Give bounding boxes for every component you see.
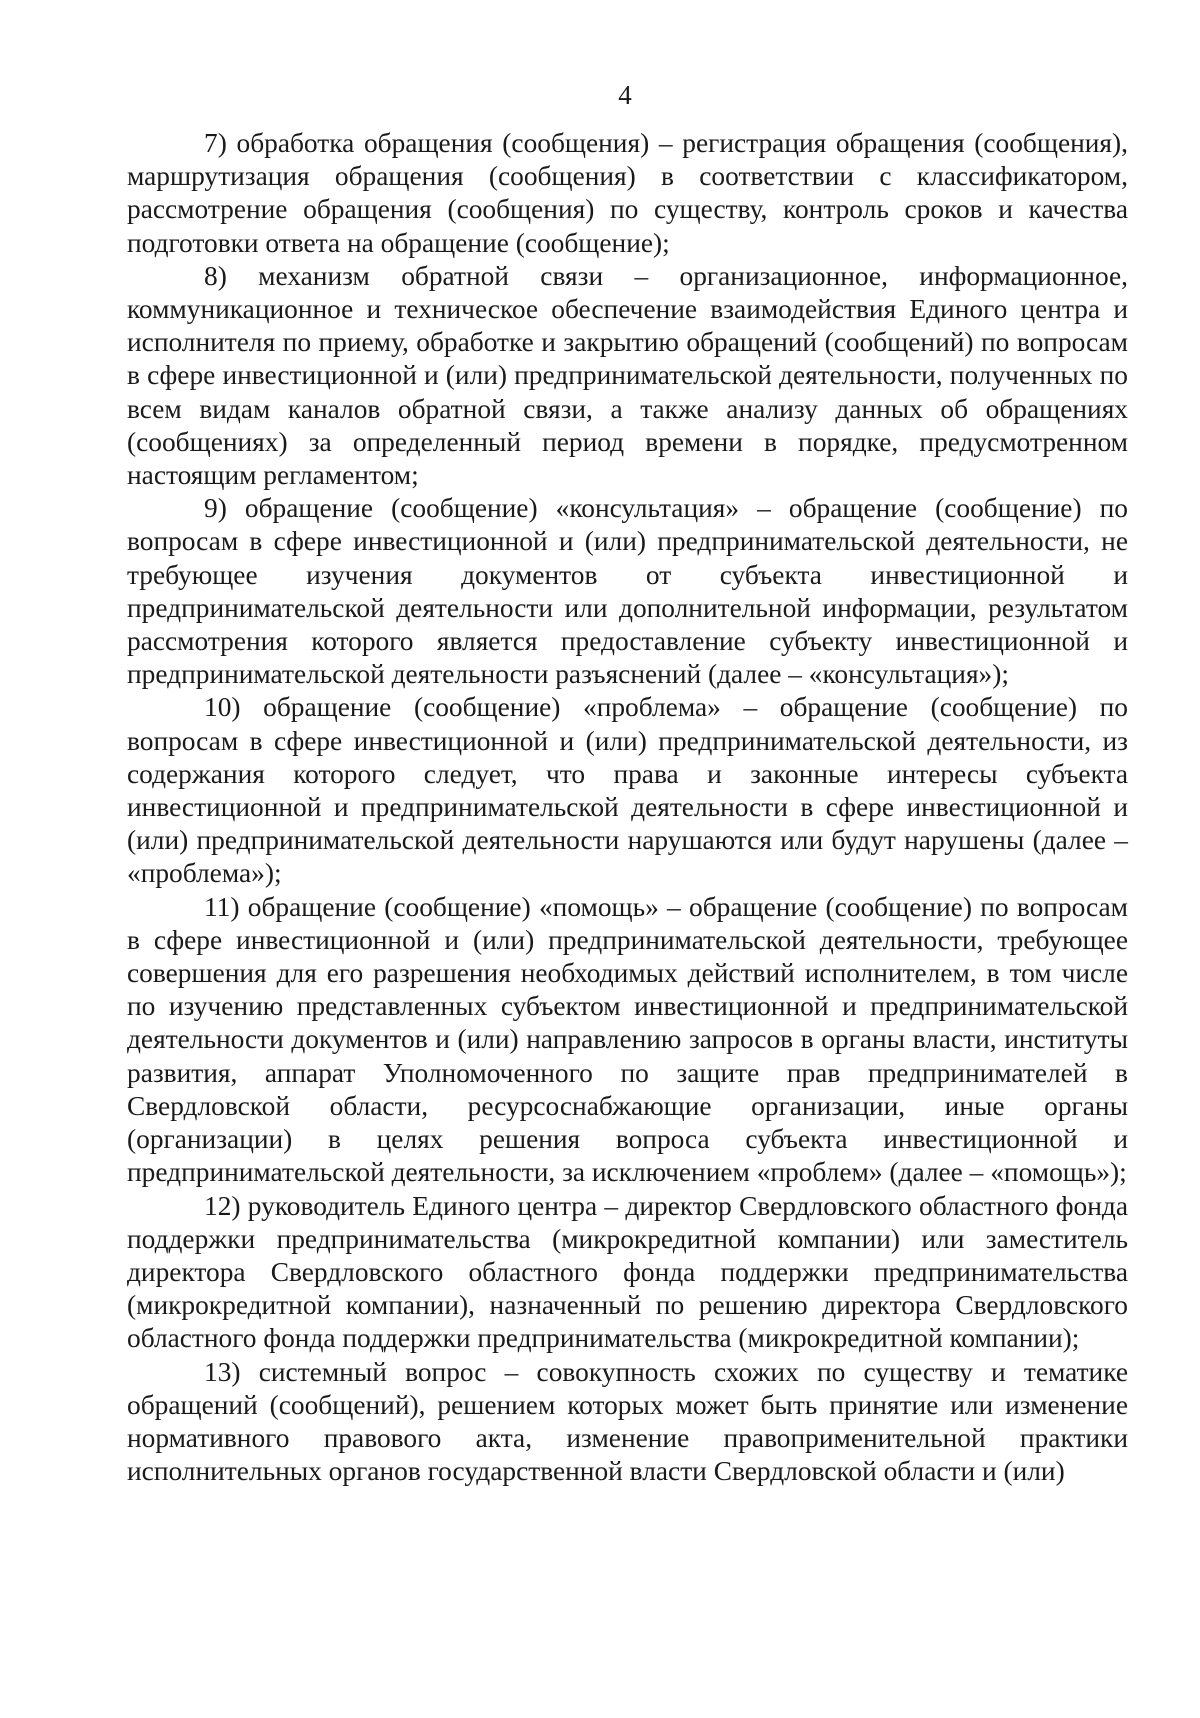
definition-item-13: 13) системный вопрос – совокупность схожих по существу и тематике обращений (сообщений), решением которых может быть принятие или изменение нормативного правового акта, изменение правоприменительной практики исполнительных органов государственной власти Свердловской области и (или) [127, 1356, 1128, 1487]
definition-item-9: 9) обращение (сообщение) «консультация» – обращение (сообщение) по вопросам в сфере инвестиционной и (или) предпринимательской деятельности, не требующее изучения документов от субъекта инвестиционной и предпринимательской деятельности или дополнительной информации, результатом рассмотрения которого является предоставление субъекту инвестиционной и предпринимательской деятельности разъяснений (далее – «консультация»); [127, 493, 1128, 690]
definition-item-8: 8) механизм обратной связи – организационное, информационное, коммуникационное и техническое обеспечение взаимодействия Единого центра и исполнителя по приему, обработке и закрытию обращений (сообщений) по вопросам в сфере инвестиционной и (или) предпринимательской деятельности, полученных по всем видам каналов обратной связи, а также анализу данных об обращениях (сообщениях) за определенный период времени в порядке, предусмотренном настоящим регламентом; [127, 260, 1128, 491]
definition-item-12: 12) руководитель Единого центра – директор Свердловского областного фонда поддержки предпринимательства (микрокредитной компании) или заместитель директора Свердловского областного фонда поддержки предпринимательства (микрокредитной компании), назначенный по решению директора Свердловского областного фонда поддержки предпринимательства (микрокредитной компании); [127, 1190, 1128, 1354]
document-body [127, 127, 1128, 1488]
definition-item-7: 7) обработка обращения (сообщения) – регистрация обращения (сообщения), маршрутизация обращения (сообщения) в соответствии с классификатором, рассмотрение обращения (сообщения) по существу, контроль сроков и качества подготовки ответа на обращение (сообщение); [127, 128, 1128, 258]
definition-item-11: 11) обращение (сообщение) «помощь» – обращение (сообщение) по вопросам в сфере инвестиционной и (или) предпринимательской деятельности, требующее совершения для его разрешения необходимых действий исполнителем, в том числе по изучению представленных субъектом инвестиционной и предпринимательской деятельности документов и (или) направлению запросов в органы власти, институты развития, аппарат Уполномоченного по защите прав предпринимателей в Свердловской области, ресурсоснабжающие организации, иные органы (организации) в целях решения вопроса субъекта инвестиционной и предпринимательской деятельности, за исключением «проблем» (далее – «помощь»); [127, 891, 1128, 1188]
definition-item-10: 10) обращение (сообщение) «проблема» – обращение (сообщение) по вопросам в сфере инвестиционной и (или) предпринимательской деятельности, из содержания которого следует, что права и законные интересы субъекта инвестиционной и предпринимательской деятельности в сфере инвестиционной и (или) предпринимательской деятельности нарушаются или будут нарушены (далее – «проблема»); [127, 692, 1128, 889]
page-number: 4 [618, 80, 632, 110]
